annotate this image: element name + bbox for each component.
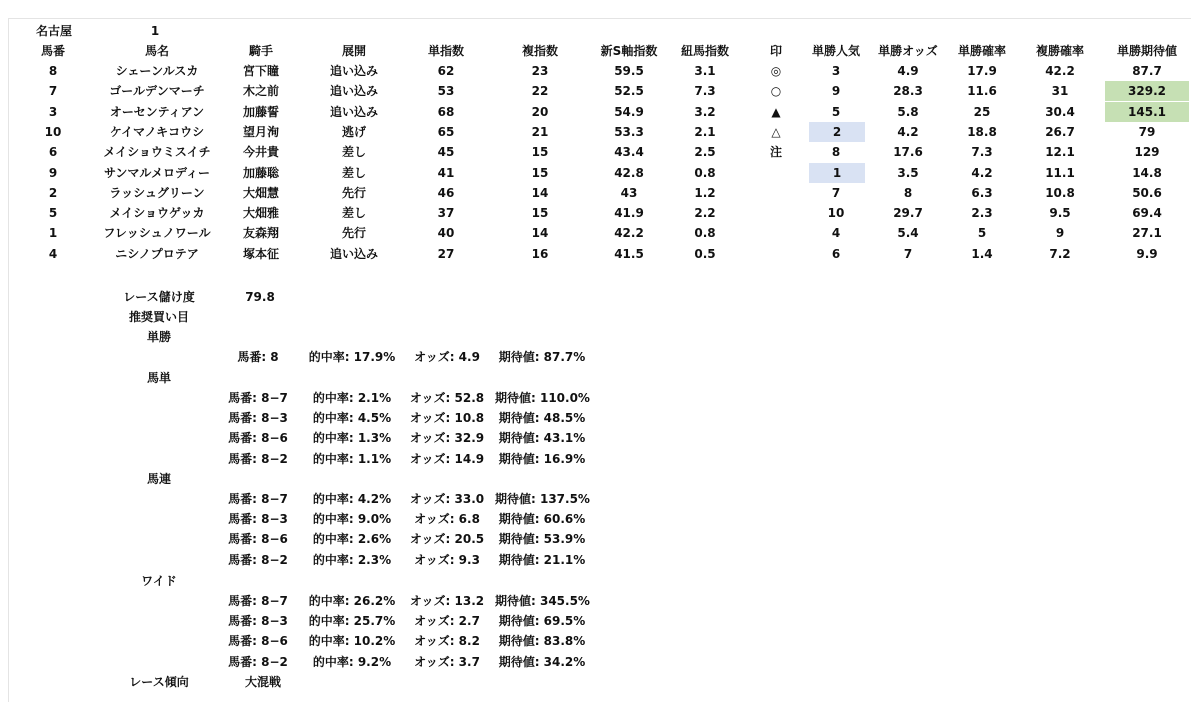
expected-value-cell[interactable]: 期待値: 16.9% <box>498 451 586 466</box>
win-probability-cell[interactable]: 1.4 <box>971 246 993 261</box>
new-s-axis-index-cell[interactable]: 43.4 <box>614 145 644 160</box>
odds-cell[interactable]: オッズ: 6.8 <box>414 512 480 527</box>
horse-number-cell[interactable]: 9 <box>48 165 58 180</box>
header-cell[interactable]: 印 <box>769 44 782 58</box>
place-index-cell[interactable]: 23 <box>531 64 549 78</box>
horse-name-cell[interactable]: メイショウミスイチ <box>103 145 211 160</box>
odds-cell[interactable]: オッズ: 2.7 <box>414 614 480 629</box>
horse-name-cell[interactable]: シェーンルスカ <box>115 64 199 78</box>
umaren-label[interactable]: 馬連 <box>146 472 171 486</box>
expected-value-cell[interactable]: 期待値: 60.6% <box>498 512 586 527</box>
win-index-cell[interactable]: 40 <box>437 226 455 241</box>
pace-cell[interactable]: 追い込み <box>329 84 378 99</box>
win-odds-cell[interactable]: 29.7 <box>893 206 923 221</box>
place-index-cell[interactable]: 15 <box>531 165 549 180</box>
expected-value-cell[interactable]: 期待値: 53.9% <box>498 532 586 547</box>
win-probability-cell[interactable]: 7.3 <box>971 145 993 160</box>
hit-rate-cell[interactable]: 的中率: 25.7% <box>308 614 396 629</box>
sub-horse-index-cell[interactable]: 7.3 <box>694 84 716 99</box>
jockey-cell[interactable]: 塚本征 <box>242 246 279 261</box>
bet-combination-cell[interactable]: 馬番: 8−6 <box>228 634 288 649</box>
header-cell[interactable]: 馬名 <box>144 44 169 58</box>
expected-value-cell[interactable]: 期待値: 69.5% <box>498 614 586 629</box>
mark-cell[interactable] <box>751 163 801 183</box>
win-probability-cell[interactable]: 2.3 <box>971 206 993 221</box>
place-index-cell[interactable]: 15 <box>531 145 549 160</box>
trend-row <box>9 672 1191 692</box>
trend-value[interactable]: 大混戦 <box>244 675 281 689</box>
mark-cell[interactable] <box>751 223 801 243</box>
win-expected-value-cell[interactable]: 27.1 <box>1132 226 1162 241</box>
mark-cell[interactable]: 注 <box>769 145 782 160</box>
umatan-bet-row <box>9 408 1191 428</box>
table-row <box>9 203 1191 223</box>
table-row <box>9 142 1191 162</box>
horse-name-cell[interactable]: フレッシュノワール <box>103 226 211 241</box>
sub-horse-index-cell[interactable]: 2.5 <box>694 145 716 160</box>
hit-rate-cell[interactable]: 的中率: 1.1% <box>312 451 392 466</box>
win-index-cell[interactable]: 45 <box>437 145 455 160</box>
umatan-label-row <box>9 368 1191 388</box>
race-number-cell[interactable]: 1 <box>150 24 160 38</box>
win-odds-cell[interactable]: 4.9 <box>897 64 919 78</box>
tansho-label-row <box>9 327 1191 347</box>
bet-combination-cell[interactable]: 馬番: 8−2 <box>228 451 288 466</box>
win-probability-cell[interactable]: 17.9 <box>967 64 997 78</box>
place-index-cell[interactable]: 14 <box>531 226 549 241</box>
profit-label[interactable]: レース儲け度 <box>123 290 195 304</box>
win-expected-value-cell[interactable]: 50.6 <box>1132 185 1162 200</box>
win-probability-cell[interactable]: 11.6 <box>967 84 997 99</box>
horse-number-cell[interactable]: 10 <box>44 124 62 139</box>
win-popularity-cell[interactable]: 6 <box>831 246 841 261</box>
table-row <box>9 122 1191 142</box>
jockey-cell[interactable]: 今井貴 <box>242 145 279 160</box>
win-probability-cell[interactable]: 5 <box>977 226 987 241</box>
bet-combination-cell[interactable]: 馬番: 8−6 <box>228 532 288 547</box>
trend-label[interactable]: レース傾向 <box>129 675 189 689</box>
header-cell[interactable]: 単指数 <box>427 44 464 58</box>
odds-cell[interactable]: オッズ: 32.9 <box>409 431 485 446</box>
win-popularity-cell[interactable]: 5 <box>831 104 841 119</box>
sub-horse-index-cell[interactable]: 0.8 <box>694 226 716 241</box>
horse-name-cell[interactable]: サンマルメロディー <box>103 165 211 180</box>
horse-name-cell[interactable]: ニシノプロテア <box>115 246 199 261</box>
sub-horse-index-cell[interactable]: 0.5 <box>694 246 716 261</box>
odds-cell[interactable]: オッズ: 8.2 <box>414 634 480 649</box>
horse-number-cell[interactable]: 6 <box>48 145 58 160</box>
win-popularity-cell[interactable]: 9 <box>831 84 841 99</box>
table-row <box>9 163 1191 183</box>
header-cell[interactable]: 単勝オッズ <box>878 44 938 58</box>
track-cell[interactable]: 名古屋 <box>35 24 72 38</box>
pace-cell[interactable]: 差し <box>341 165 366 180</box>
umaren-bet-row <box>9 489 1191 509</box>
profit-value[interactable]: 79.8 <box>245 290 275 304</box>
bet-combination-cell[interactable]: 馬番: 8−7 <box>228 492 288 506</box>
win-expected-value-cell[interactable]: 69.4 <box>1132 206 1162 221</box>
table-row <box>9 223 1191 243</box>
win-index-cell[interactable]: 68 <box>437 104 455 119</box>
win-expected-value-cell[interactable]: 9.9 <box>1136 246 1158 261</box>
win-expected-value-cell[interactable]: 87.7 <box>1132 64 1162 78</box>
win-odds-cell[interactable]: 8 <box>903 185 913 200</box>
win-popularity-cell[interactable]: 7 <box>831 185 841 200</box>
bet-combination-cell[interactable]: 馬番: 8−7 <box>228 391 288 405</box>
table-row <box>9 81 1191 101</box>
horse-name-cell[interactable]: ラッシュグリーン <box>109 185 205 200</box>
hit-rate-cell[interactable]: 的中率: 10.2% <box>308 634 396 649</box>
umaren-bet-row <box>9 509 1191 529</box>
win-probability-cell[interactable]: 18.8 <box>967 124 997 139</box>
wide-bet-row <box>9 631 1191 651</box>
new-s-axis-index-cell[interactable]: 54.9 <box>614 104 644 119</box>
jockey-cell[interactable]: 友森翔 <box>242 226 279 241</box>
bet-combination-cell[interactable]: 馬番: 8−3 <box>228 411 288 426</box>
horse-number-cell[interactable]: 8 <box>48 64 58 78</box>
wide-label[interactable]: ワイド <box>141 574 177 588</box>
bet-combination-cell[interactable]: 馬番: 8−3 <box>228 512 288 527</box>
new-s-axis-index-cell[interactable]: 41.5 <box>614 246 644 261</box>
header-cell[interactable]: 単勝期待値 <box>1116 44 1177 58</box>
win-index-cell[interactable]: 27 <box>437 246 455 261</box>
odds-cell[interactable]: オッズ: 52.8 <box>409 391 485 405</box>
horse-name-cell[interactable]: ゴールデンマーチ <box>109 84 205 99</box>
place-index-cell[interactable]: 16 <box>531 246 549 261</box>
pace-cell[interactable]: 先行 <box>341 226 366 241</box>
hit-rate-cell[interactable]: 的中率: 2.6% <box>312 532 392 547</box>
win-expected-value-cell[interactable]: 14.8 <box>1132 165 1162 180</box>
new-s-axis-index-cell[interactable]: 42.2 <box>614 226 644 241</box>
hit-rate-cell[interactable]: 的中率: 4.2% <box>312 492 392 506</box>
bet-combination-cell[interactable]: 馬番: 8−2 <box>228 552 288 567</box>
odds-cell[interactable]: オッズ: 20.5 <box>409 532 485 547</box>
place-probability-cell[interactable]: 9 <box>1055 226 1065 241</box>
new-s-axis-index-cell[interactable]: 52.5 <box>614 84 644 99</box>
horse-number-cell[interactable]: 1 <box>48 226 58 241</box>
wide-label-row <box>9 571 1191 591</box>
win-index-cell[interactable]: 41 <box>437 165 455 180</box>
expected-value-cell[interactable]: 期待値: 83.8% <box>498 634 586 649</box>
wide-bet-row <box>9 591 1191 611</box>
bet-combination-cell[interactable]: 馬番: 8−6 <box>228 431 288 446</box>
win-expected-value-cell[interactable]: 329.2 <box>1105 81 1189 101</box>
umaren-label-row <box>9 469 1191 489</box>
hit-rate-cell[interactable]: 的中率: 9.0% <box>312 512 392 527</box>
hit-rate-cell[interactable]: 的中率: 4.5% <box>312 411 392 426</box>
hit-rate-cell[interactable]: 的中率: 9.2% <box>312 654 392 669</box>
win-odds-cell[interactable]: 4.2 <box>897 124 919 139</box>
header-cell[interactable]: 紐馬指数 <box>680 44 729 58</box>
win-odds-cell[interactable]: 17.6 <box>893 145 923 160</box>
table-row <box>9 244 1191 264</box>
bet-combination-cell[interactable]: 馬番: 8−7 <box>228 594 288 608</box>
header-cell[interactable]: 騎手 <box>248 44 273 58</box>
win-popularity-cell[interactable]: 1 <box>809 163 865 183</box>
place-index-cell[interactable]: 21 <box>531 124 549 139</box>
jockey-cell[interactable]: 宮下瞳 <box>242 64 279 78</box>
expected-value-cell[interactable]: 期待値: 345.5% <box>495 594 590 608</box>
header-cell[interactable]: 複指数 <box>521 44 558 58</box>
odds-cell[interactable]: オッズ: 14.9 <box>409 451 485 466</box>
hit-rate-cell[interactable]: 的中率: 1.3% <box>312 431 392 446</box>
pace-cell[interactable]: 追い込み <box>329 104 378 119</box>
horse-name-cell[interactable]: ケイマノキコウシ <box>109 124 205 139</box>
recommend-row <box>9 307 1191 327</box>
umaren-bet-row <box>9 550 1191 570</box>
win-popularity-cell[interactable]: 2 <box>809 122 865 142</box>
place-probability-cell[interactable]: 7.2 <box>1049 246 1071 261</box>
wide-bet-row <box>9 652 1191 672</box>
spreadsheet <box>8 18 1191 702</box>
expected-value-cell[interactable]: 期待値: 110.0% <box>495 391 590 405</box>
recommend-label[interactable]: 推奨買い目 <box>128 310 189 324</box>
horse-name-cell[interactable]: メイショウゲッカ <box>109 206 205 221</box>
win-popularity-cell[interactable]: 10 <box>827 206 845 221</box>
expected-value-cell[interactable]: 期待値: 48.5% <box>498 411 586 426</box>
place-index-cell[interactable]: 14 <box>531 185 549 200</box>
win-expected-value-cell[interactable]: 145.1 <box>1105 102 1189 122</box>
header-cell[interactable]: 展開 <box>341 44 366 58</box>
expected-value-cell[interactable]: 期待値: 21.1% <box>498 552 586 567</box>
expected-value-cell[interactable]: 期待値: 137.5% <box>495 492 590 506</box>
header-cell[interactable]: 馬番 <box>40 44 65 58</box>
horse-name-cell[interactable]: オーセンティアン <box>109 104 205 119</box>
hit-rate-cell[interactable]: 的中率: 17.9% <box>308 350 396 364</box>
win-odds-cell[interactable]: 5.8 <box>897 104 919 119</box>
horse-number-cell[interactable]: 5 <box>48 206 58 221</box>
odds-cell[interactable]: オッズ: 33.0 <box>409 492 485 506</box>
sub-horse-index-cell[interactable]: 0.8 <box>694 165 716 180</box>
win-index-cell[interactable]: 53 <box>437 84 455 99</box>
header-row <box>9 41 1191 61</box>
sub-horse-index-cell[interactable]: 3.2 <box>694 104 716 119</box>
win-index-cell[interactable]: 46 <box>437 185 455 200</box>
win-odds-cell[interactable]: 5.4 <box>897 226 919 241</box>
pace-cell[interactable]: 追い込み <box>329 246 378 261</box>
hit-rate-cell[interactable]: 的中率: 2.3% <box>312 552 392 567</box>
win-expected-value-cell[interactable]: 129 <box>1134 145 1160 160</box>
hit-rate-cell[interactable]: 的中率: 26.2% <box>308 594 396 608</box>
wide-bet-row <box>9 611 1191 631</box>
win-odds-cell[interactable]: 28.3 <box>893 84 923 99</box>
jockey-cell[interactable]: 木之前 <box>242 84 279 99</box>
tansho-label[interactable]: 単勝 <box>146 330 171 344</box>
win-odds-cell[interactable]: 7 <box>903 246 913 261</box>
win-probability-cell[interactable]: 25 <box>973 104 991 119</box>
win-index-cell[interactable]: 65 <box>437 124 455 139</box>
new-s-axis-index-cell[interactable]: 42.8 <box>614 165 644 180</box>
win-expected-value-cell[interactable]: 79 <box>1138 124 1156 139</box>
bet-combination-cell[interactable]: 馬番: 8 <box>237 350 279 364</box>
pace-cell[interactable]: 先行 <box>341 185 366 200</box>
expected-value-cell[interactable]: 期待値: 87.7% <box>498 350 586 364</box>
win-popularity-cell[interactable]: 3 <box>831 64 841 78</box>
pace-cell[interactable]: 差し <box>341 145 366 160</box>
table-row <box>9 102 1191 122</box>
place-probability-cell[interactable]: 12.1 <box>1045 145 1075 160</box>
umatan-bet-row <box>9 428 1191 448</box>
bet-combination-cell[interactable]: 馬番: 8−3 <box>228 614 288 629</box>
new-s-axis-index-cell[interactable]: 43 <box>620 185 638 200</box>
hit-rate-cell[interactable]: 的中率: 2.1% <box>312 391 392 405</box>
mark-cell[interactable] <box>751 203 801 223</box>
umaren-bet-row <box>9 529 1191 549</box>
new-s-axis-index-cell[interactable]: 53.3 <box>614 124 644 139</box>
win-popularity-cell[interactable]: 8 <box>831 145 841 160</box>
place-index-cell[interactable]: 22 <box>531 84 549 99</box>
header-cell[interactable]: 単勝人気 <box>811 44 860 58</box>
win-index-cell[interactable]: 62 <box>437 64 455 78</box>
header-cell[interactable]: 複勝確率 <box>1035 44 1084 58</box>
mark-cell[interactable]: △ <box>771 124 781 139</box>
mark-cell[interactable]: ▲ <box>771 104 781 119</box>
sub-horse-index-cell[interactable]: 2.1 <box>694 124 716 139</box>
jockey-cell[interactable]: 大畑雅 <box>242 206 279 221</box>
sub-horse-index-cell[interactable]: 1.2 <box>694 185 716 200</box>
sub-horse-index-cell[interactable]: 3.1 <box>694 64 716 78</box>
horse-number-cell[interactable]: 3 <box>48 104 58 119</box>
win-odds-cell[interactable]: 3.5 <box>897 165 919 180</box>
pace-cell[interactable]: 逃げ <box>341 124 366 139</box>
place-probability-cell[interactable]: 9.5 <box>1049 206 1071 221</box>
place-index-cell[interactable]: 15 <box>531 206 549 221</box>
jockey-cell[interactable]: 加藤聡 <box>242 165 279 180</box>
odds-cell[interactable]: オッズ: 3.7 <box>414 654 480 669</box>
title-row <box>9 21 1191 41</box>
mark-cell[interactable]: ○ <box>770 84 782 99</box>
place-probability-cell[interactable]: 31 <box>1051 84 1069 99</box>
odds-cell[interactable]: オッズ: 13.2 <box>409 594 485 608</box>
horse-number-cell[interactable]: 4 <box>48 246 58 261</box>
win-index-cell[interactable]: 37 <box>437 206 455 221</box>
mark-cell[interactable]: ◎ <box>770 64 782 78</box>
header-cell[interactable]: 単勝確率 <box>957 44 1006 58</box>
table-row <box>9 61 1191 81</box>
header-cell[interactable]: 新S軸指数 <box>600 44 658 58</box>
win-popularity-cell[interactable]: 4 <box>831 226 841 241</box>
jockey-cell[interactable]: 大畑慧 <box>242 185 279 200</box>
expected-value-cell[interactable]: 期待値: 34.2% <box>498 654 586 669</box>
mark-cell[interactable] <box>751 244 801 264</box>
new-s-axis-index-cell[interactable]: 41.9 <box>614 206 644 221</box>
bet-combination-cell[interactable]: 馬番: 8−2 <box>228 654 288 669</box>
place-probability-cell[interactable]: 10.8 <box>1045 185 1075 200</box>
place-probability-cell[interactable]: 11.1 <box>1045 165 1075 180</box>
expected-value-cell[interactable]: 期待値: 43.1% <box>498 431 586 446</box>
place-probability-cell[interactable]: 26.7 <box>1045 124 1075 139</box>
tansho-bet-row <box>9 347 1191 367</box>
horse-number-cell[interactable]: 2 <box>48 185 58 200</box>
jockey-cell[interactable]: 望月洵 <box>242 124 279 139</box>
pace-cell[interactable]: 追い込み <box>329 64 378 78</box>
odds-cell[interactable]: オッズ: 9.3 <box>414 552 480 567</box>
pace-cell[interactable]: 差し <box>341 206 366 221</box>
sub-horse-index-cell[interactable]: 2.2 <box>694 206 716 221</box>
jockey-cell[interactable]: 加藤誓 <box>242 104 279 119</box>
odds-cell[interactable]: オッズ: 10.8 <box>409 411 485 426</box>
place-index-cell[interactable]: 20 <box>531 104 549 119</box>
profit-row <box>9 287 1191 307</box>
horse-number-cell[interactable]: 7 <box>48 84 58 99</box>
table-row <box>9 183 1191 203</box>
mark-cell[interactable] <box>751 183 801 203</box>
win-probability-cell[interactable]: 4.2 <box>971 165 993 180</box>
umatan-bet-row <box>9 388 1191 408</box>
place-probability-cell[interactable]: 30.4 <box>1045 104 1075 119</box>
new-s-axis-index-cell[interactable]: 59.5 <box>614 64 644 78</box>
umatan-label[interactable]: 馬単 <box>146 371 171 385</box>
umatan-bet-row <box>9 449 1191 469</box>
place-probability-cell[interactable]: 42.2 <box>1045 64 1075 78</box>
win-probability-cell[interactable]: 6.3 <box>971 185 993 200</box>
odds-cell[interactable]: オッズ: 4.9 <box>414 350 480 364</box>
